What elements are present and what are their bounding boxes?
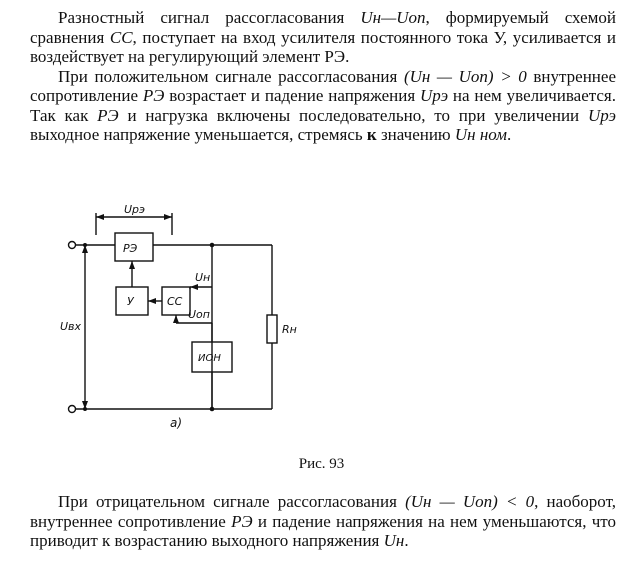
formula-negative: (Uн — Uоп) < 0	[405, 492, 535, 511]
label-y-block: У	[127, 295, 134, 308]
arrow-un-to-cc	[190, 284, 198, 290]
term-u-nom: Uн ном	[454, 125, 507, 144]
figure-caption: Рис. 93	[298, 456, 345, 472]
p2-text-1: При положительном сигнале рассогласования	[58, 66, 404, 86]
p1-text-2: , формируемый схемой сравнения	[30, 8, 616, 47]
term-re-2: РЭ	[97, 105, 119, 125]
p3-text-4: .	[404, 531, 409, 550]
load-resistor	[267, 315, 277, 343]
arrow-y-to-re	[129, 261, 135, 269]
node-left-top	[83, 243, 87, 247]
label-sub-a: а)	[170, 416, 183, 430]
term-u-re-2: Uрэ	[587, 105, 616, 125]
dim-arrow-right	[164, 214, 172, 220]
p2-text-2: внутреннее сопротивление	[30, 66, 616, 105]
p1-text-1: Разностный сигнал рассогласования	[58, 8, 361, 27]
dim-arrow-left	[96, 214, 104, 220]
p2-text-6: выходное напряжение уменьшается, стремясь	[30, 125, 367, 144]
node-top	[210, 243, 215, 248]
p3-text-1: При отрицательном сигнале рассогласования	[58, 492, 406, 511]
term-re-3: РЭ	[231, 511, 253, 531]
label-re-block: РЭ	[123, 242, 138, 255]
label-u-op: Uоп	[188, 308, 210, 321]
label-u-in: Uвх	[60, 320, 82, 333]
term-re-1: РЭ	[142, 86, 165, 105]
paragraph-1: Разностный сигнал рассогласования Uн—Uоп, формируемый схемой сравнения СС, поступает на вход усилителя постоянного тока У, усиливается и воздействует на регулирующий элемент РЭ. При положительном сигнале рассогласования (Uн — Uоп) > 0 внутреннее сопротивление РЭ возрастает и падение напряжения Uрэ на нем увеличивается. Так как РЭ и нагрузка включены последовательно, то при увеличении Uрэ выходное напряжение уменьшается, стремясь к значению Uн ном.	[30, 8, 616, 144]
label-u-re: Uрэ	[124, 205, 146, 216]
formula-positive: (Uн — Uоп) > 0	[403, 66, 527, 86]
p2-text-5: и нагрузка включены последовательно, то при увеличении	[118, 105, 588, 125]
p2-text-3: возрастает и падение напряжения	[164, 86, 421, 105]
formula-diff: Uн—Uоп	[360, 8, 426, 27]
label-cc-block: СС	[167, 295, 183, 308]
p3-text-3: и падение напряжения на нем уменьшаются, что приводит к возрастанию выходного напряжения	[30, 511, 616, 550]
arrow-cc-to-y	[148, 298, 156, 304]
p2-text-4: на нем увеличивается. Так как	[30, 86, 616, 125]
p2-text-8: значению	[376, 125, 455, 144]
arrow-uop-to-cc	[173, 315, 179, 323]
p3-text-2: , наоборот, внутреннее сопротивление	[30, 492, 616, 531]
label-r-n: Rн	[282, 323, 297, 336]
paragraph-3	[30, 492, 616, 551]
term-u-n: Uн	[383, 531, 405, 550]
input-terminal-top	[69, 242, 76, 249]
p1-text-3: , поступает на вход усилителя постоянного тока У, усиливается и воздействует на регулирующий элемент РЭ.	[30, 27, 616, 66]
term-u-re: Uрэ	[420, 86, 449, 105]
label-u-n: Uн	[195, 271, 211, 284]
term-cc: СС	[109, 27, 133, 47]
node-left-bottom	[83, 407, 87, 411]
circuit-diagram	[60, 205, 320, 430]
label-ion-block: ИОН	[198, 353, 221, 364]
p2-text-7: к	[366, 125, 377, 144]
node-bottom	[210, 407, 215, 412]
input-terminal-bottom	[69, 406, 76, 413]
